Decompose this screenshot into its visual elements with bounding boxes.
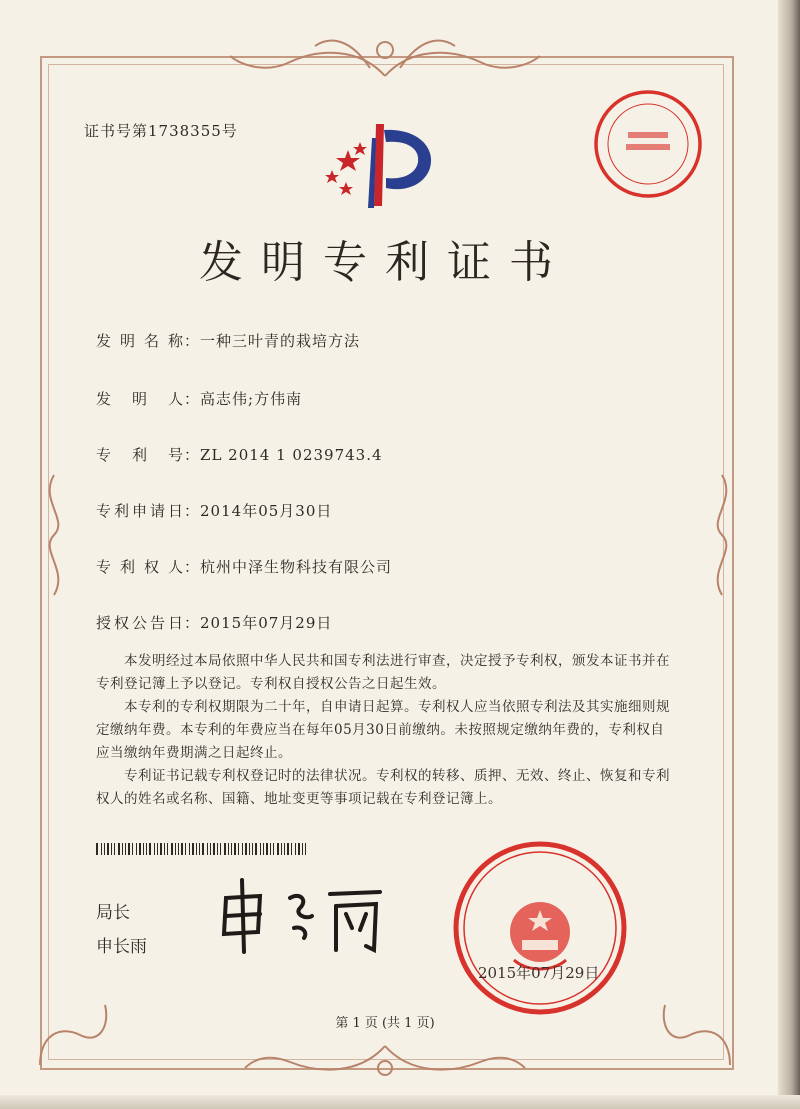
page-bottom-shadow [0, 1095, 800, 1109]
field-patent-number [96, 444, 383, 465]
field-separator: ： [184, 446, 201, 464]
field-label: 专利号 [96, 446, 184, 464]
seal-date: 2015年07月29日 [478, 964, 600, 982]
paragraph-status: 专利证书记载专利权登记时的法律状况。专利权的转移、质押、无效、终止、恢复和专利权人的姓名或名称、国籍、地址变更等事项记载在专利登记簿上。 [96, 768, 670, 807]
field-separator: ： [184, 390, 201, 408]
field-separator: ： [184, 502, 201, 520]
tax-stamp-seal [592, 88, 704, 200]
field-inventors [96, 388, 302, 409]
field-value: 2014年05月30日 [200, 502, 333, 520]
field-label: 发明人 [96, 390, 184, 408]
director-signature [220, 876, 390, 956]
signer-name: 申长雨 [96, 937, 147, 957]
page-edge-shadow [778, 0, 800, 1109]
field-value: ZL 2014 1 0239743.4 [200, 446, 383, 464]
certificate-title: 发明专利证书 [199, 237, 571, 288]
field-application-date [96, 500, 332, 521]
national-ipo-seal [452, 840, 628, 1016]
field-value: 高志伟;方伟南 [200, 390, 303, 408]
field-label: 授权公告日 [96, 614, 184, 632]
certificate-body [96, 650, 676, 811]
field-value: 2015年07月29日 [200, 614, 333, 632]
corner-ornament-right-mid [702, 470, 742, 600]
top-ornament [220, 28, 550, 86]
patent-office-logo [318, 118, 442, 214]
field-grant-date [96, 612, 332, 633]
paragraph-term: 本专利的专利权期限为二十年，自申请日起算。专利权人应当依照专利法及其实施细则规定缴纳年费。本专利的年费应当在每年05月30日前缴纳。未按照规定缴纳年费的，专利权自应当缴纳年费期满之日起终止。 [96, 699, 670, 761]
bottom-ornament [240, 1038, 530, 1086]
field-invention-name [96, 330, 360, 351]
field-patentee [96, 556, 392, 577]
certificate-number: 证书号第1738355号 [84, 122, 238, 140]
signer-title: 局长 [96, 903, 130, 923]
field-separator: ： [184, 332, 201, 350]
field-label: 发明名称 [96, 332, 184, 350]
corner-ornament-left-mid [34, 470, 74, 600]
page-number: 第 1 页 (共 1 页) [335, 1016, 435, 1031]
field-separator: ： [184, 614, 201, 632]
paragraph-grant: 本发明经过本局依照中华人民共和国专利法进行审查，决定授予专利权，颁发本证书并在专利登记簿上予以登记。专利权自授权公告之日起生效。 [96, 653, 670, 692]
barcode [96, 843, 308, 855]
field-value: 一种三叶青的栽培方法 [200, 332, 361, 350]
field-label: 专利权人 [96, 558, 184, 576]
field-value: 杭州中泽生物科技有限公司 [200, 558, 393, 576]
field-separator: ： [184, 558, 201, 576]
field-label: 专利申请日 [96, 502, 184, 520]
